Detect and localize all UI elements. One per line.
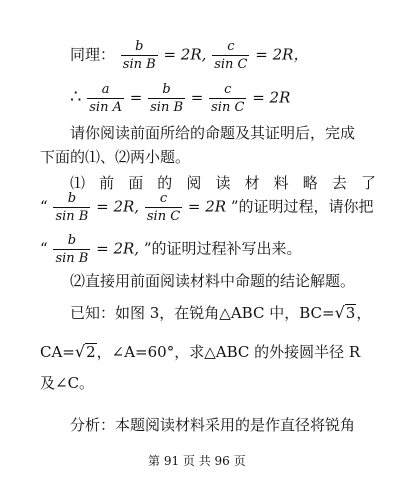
paragraph-line: 下面的⑴、⑵两小题。 bbox=[40, 148, 191, 166]
formula-line-2 bbox=[70, 83, 290, 114]
same-reason-label: 同理： bbox=[70, 45, 116, 64]
known-line-1: 已知：如图 3，在锐角△ABC 中，BC= √ 3 ， bbox=[70, 303, 372, 322]
item-1-formula-line: “ $\frac{b}{\text{sin B}}$ = 2R, $\frac{c}{\text{sin C}}$ = 2R ”的证明过程，请你把 bbox=[40, 191, 374, 224]
analysis-line: 分析：本题阅读材料采用的是作直径将锐角 bbox=[70, 416, 356, 434]
equals-2R: = 2R， bbox=[255, 45, 309, 64]
paragraph-line: 请你阅读前面所给的命题及其证明后，完成 bbox=[70, 124, 356, 142]
sqrt-3: √ 3 bbox=[334, 303, 356, 322]
fraction-a-sinA: $\frac{a}{\text{sin A}}$ bbox=[89, 82, 122, 115]
page-footer: 第 91 页 共 96 页 bbox=[148, 454, 246, 468]
known-line-2: CA= √ 2 ，∠A=60°，求△ABC 的外接圆半径 R bbox=[40, 342, 361, 361]
equals-2R: = 2R bbox=[187, 197, 227, 216]
equals-sign: = bbox=[190, 88, 204, 107]
item-1-first-line: ⑴ 前 面 的 阅 读 材 料 略 去 了 bbox=[70, 174, 376, 192]
fraction-c-sinC: $\frac{c}{\text{sin C}}$ bbox=[214, 39, 248, 72]
therefore-symbol: ∴ bbox=[70, 86, 82, 108]
known-line-3: 及∠C。 bbox=[40, 374, 95, 392]
equals-sign: = bbox=[129, 88, 143, 107]
fraction-b-sinB: $\frac{b}{\text{sin B}}$ bbox=[55, 191, 89, 224]
equals-2R: = 2R, bbox=[163, 45, 207, 64]
fraction-c-sinC: $\frac{c}{\text{sin C}}$ bbox=[211, 82, 245, 115]
item-2-line: ⑵直接用前面阅读材料中命题的结论解题。 bbox=[70, 272, 356, 290]
fraction-c-sinC: $\frac{c}{\text{sin C}}$ bbox=[146, 191, 181, 224]
equals-2R: = 2R, bbox=[96, 239, 140, 258]
sqrt-2: √ 2 bbox=[74, 342, 96, 361]
fraction-b-sinB: $\frac{b}{\text{sin B}}$ bbox=[150, 82, 183, 115]
item-1-formula-line-2: “ $\frac{b}{\text{sin B}}$ = 2R, ”的证明过程补写出来。 bbox=[40, 233, 302, 266]
fraction-b-sinB: $\frac{b}{\text{sin B}}$ bbox=[122, 39, 156, 72]
equals-2R: = 2R bbox=[252, 88, 291, 107]
fraction-b-sinB: $\frac{b}{\text{sin B}}$ bbox=[55, 233, 89, 266]
equals-2R: = 2R, bbox=[96, 197, 140, 216]
formula-line-1 bbox=[70, 40, 308, 71]
